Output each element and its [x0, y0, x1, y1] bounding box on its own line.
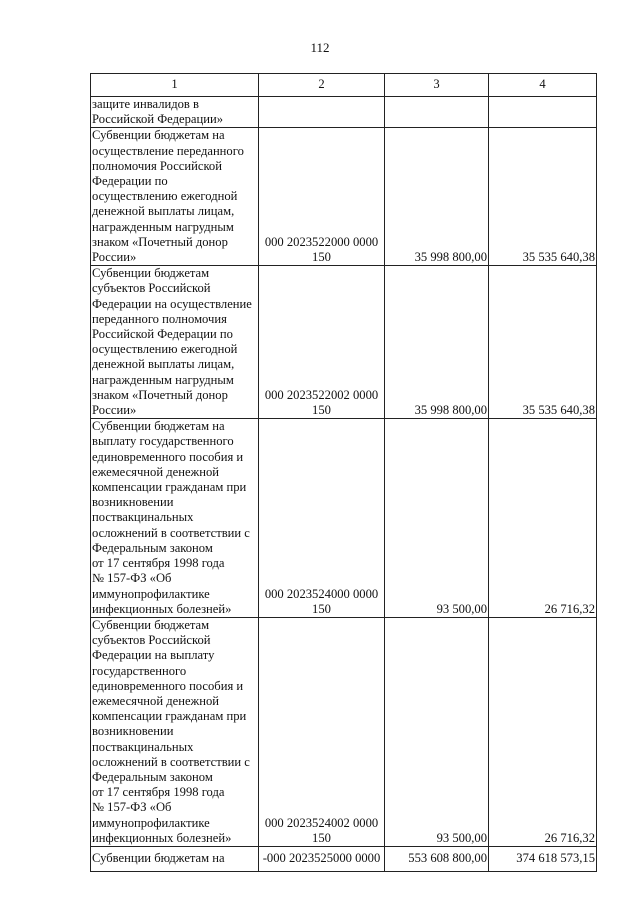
- row-description: Субвенции бюджетам на осуществление переданного полномочия Российской Федерации по осуществлению ежегодной денежной выплаты лицам, награжденным нагрудным знаком «Почетный донор России»: [91, 128, 259, 266]
- row-plan-amount: 93 500,00: [385, 617, 489, 846]
- row-description: Субвенции бюджетам на: [91, 846, 259, 871]
- row-code: [259, 97, 385, 128]
- row-actual-amount: 35 535 640,38: [489, 128, 597, 266]
- table-row: [91, 128, 597, 266]
- row-description: Субвенции бюджетам субъектов Российской Федерации на осуществление переданного полномочия Российской Федерации по осуществлению ежегодной денежной выплаты лицам, награжденным нагрудным знаком «Почетный донор России»: [91, 266, 259, 419]
- page-number: 112: [310, 40, 330, 55]
- row-plan-amount: 35 998 800,00: [385, 128, 489, 266]
- row-actual-amount: 35 535 640,38: [489, 266, 597, 419]
- table-row: [91, 266, 597, 419]
- column-header-3: 3: [385, 74, 489, 97]
- row-plan-amount: 553 608 800,00: [385, 846, 489, 871]
- row-plan-amount: [385, 97, 489, 128]
- row-actual-amount: 26 716,32: [489, 419, 597, 618]
- row-description: Субвенции бюджетам на выплату государственного единовременного пособия и ежемесячной денежной компенсации гражданам при возникновении поствакцинальных осложнений в соответствии с Федеральным законом от 17 сентября 1998 года № 157-ФЗ «Об иммунопрофилактике инфекционных болезней»: [91, 419, 259, 618]
- table-row: [91, 846, 597, 871]
- row-description: Субвенции бюджетам субъектов Российской Федерации на выплату государственного единовременного пособия и ежемесячной денежной компенсации гражданам при возникновении поствакцинальных осложнений в соответствии с Федеральным законом от 17 сентября 1998 года № 157-ФЗ «Об иммунопрофилактике инфекционных болезней»: [91, 617, 259, 846]
- table-row: [91, 419, 597, 618]
- row-actual-amount: [489, 97, 597, 128]
- column-header-4: 4: [489, 74, 597, 97]
- table-row: [91, 617, 597, 846]
- column-header-1: 1: [91, 74, 259, 97]
- row-plan-amount: 93 500,00: [385, 419, 489, 618]
- row-plan-amount: 35 998 800,00: [385, 266, 489, 419]
- budget-table: [90, 73, 597, 872]
- row-code: 000 2023524002 0000 150: [259, 617, 385, 846]
- row-actual-amount: 26 716,32: [489, 617, 597, 846]
- row-code: 000 2023522000 0000 150: [259, 128, 385, 266]
- row-code: -000 2023525000 0000: [259, 846, 385, 871]
- table-row: [91, 97, 597, 128]
- row-actual-amount: 374 618 573,15: [489, 846, 597, 871]
- row-code: 000 2023522002 0000 150: [259, 266, 385, 419]
- table-header-row: [91, 74, 597, 97]
- row-code: 000 2023524000 0000 150: [259, 419, 385, 618]
- column-header-2: 2: [259, 74, 385, 97]
- row-description: защите инвалидов в Российской Федерации»: [91, 97, 259, 128]
